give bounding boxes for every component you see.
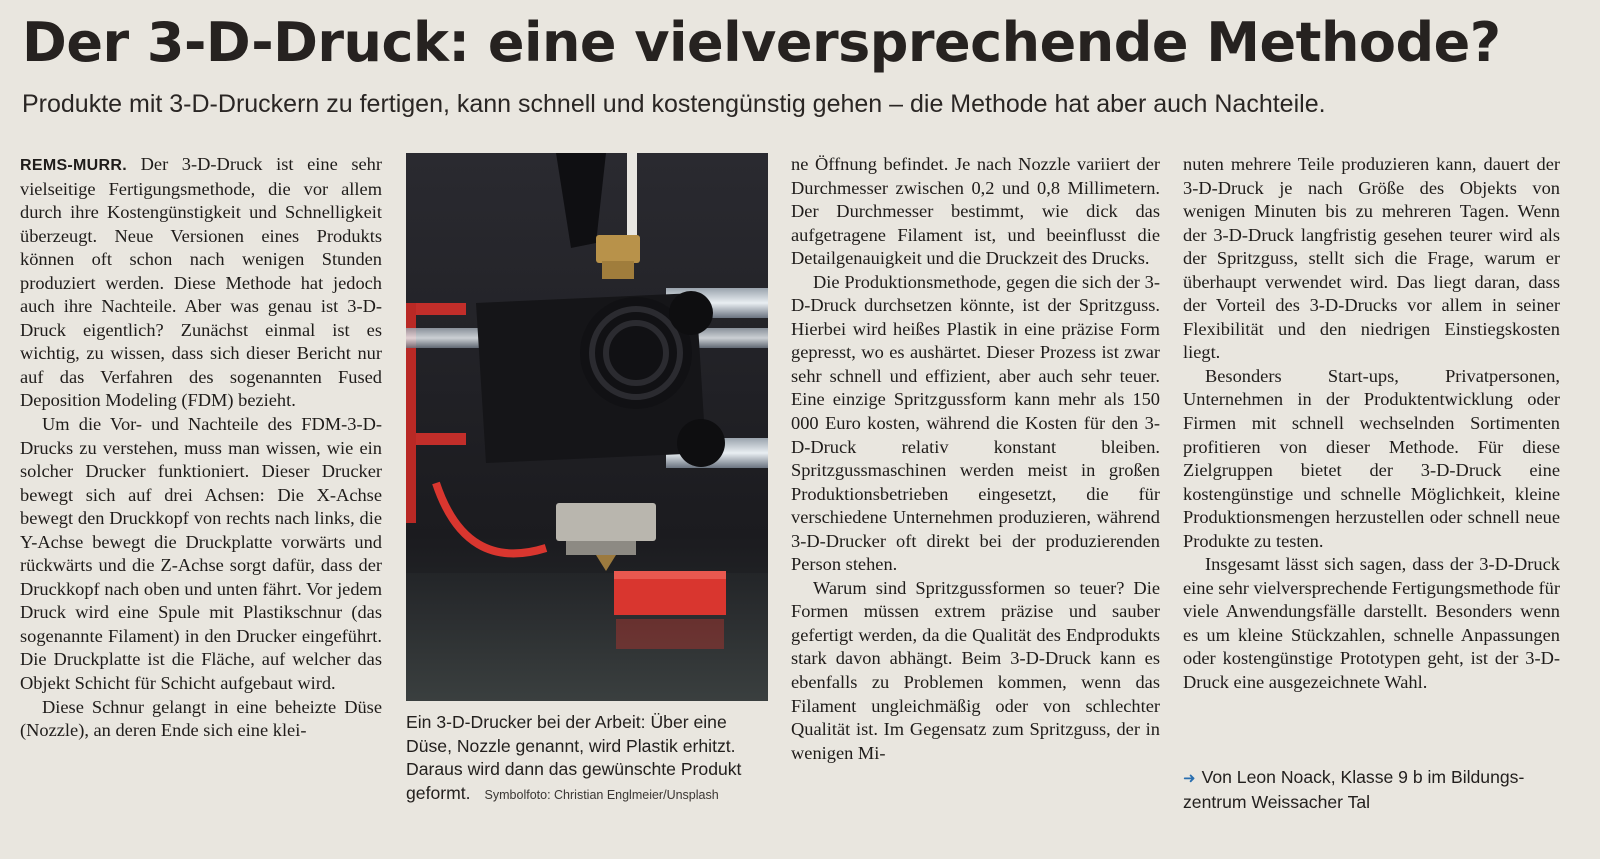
paragraph: Insgesamt lässt sich sagen, dass der 3-D-Druck eine sehr vielversprechende Fertigungsmethode für viele Anwendungsfälle darstellt. Besonders wenn es um kleine Stückzahlen, schnelle Anpassungen oder kostengünstige Prototypen geht, ist der 3-D-Druck eine ausgezeichnete Wahl. [1183,554,1560,693]
photo-caption [406,711,768,807]
paragraph-text: Der 3-D-Druck ist eine sehr vielseitige Fertigungsmethode, die vor allem durch ihre Kostengünstigkeit und Schnelligkeit überzeugt. Neue Versionen eines Produkts können oft schon nach wenigen Stunden produziert werden. Diese Methode hat jedoch auch ihre Nachteile. Aber was genau ist 3-D-Druck eigentlich? Zunächst einmal ist es wichtig, zu wissen, dass sich dieser Bericht nur auf das Verfahren des sogenannten Fused Deposition Modeling (FDM) bezieht. [20,154,382,411]
dateline: REMS-MURR. [20,157,127,174]
paragraph: Die Produktionsmethode, gegen die sich der 3-D-Druck durchsetzen könnte, ist der Spritzguss. Hierbei wird heißes Plastik in eine präzise Form gepresst, wo es aushärtet. Dieser Prozess ist zwar sehr schnell und effizient, aber auch sehr teuer. Eine einzige Spritzgussform kann mehr als 150 000 Euro kosten, während die Kosten für den 3-D-Druck relativ konstant bleiben. Spritzgussmaschinen werden meist in großen Produktionsbetrieben eingesetzt, die für verschiedene Unternehmen produzieren, während 3-D-Drucker oft direkt bei der produzierenden Person stehen. [791,271,1160,575]
author-byline [1183,766,1573,814]
author-line-1: Von Leon Noack, Klasse 9 b im Bildungs- [1201,767,1525,787]
caption-text: Ein 3-D-Drucker bei der Arbeit: Über eine Düse, Nozzle genannt, wird Plastik erhitzt. Daraus wird dann das gewünschte Produkt geformt. [406,712,742,803]
headline: Der 3-D-Druck: eine vielversprechende Methode? [22,11,1501,74]
subheadline: Produkte mit 3-D-Druckern zu fertigen, kann schnell und kostengünstig gehen – die Methode hat aber auch Nachteile. [22,90,1326,118]
paragraph: nuten mehrere Teile produzieren kann, dauert der 3-D-Druck je nach Größe des Objekts von wenigen Minuten bis zu mehreren Tagen. Wenn der 3-D-Druck langfristig gesehen teurer wird als der Spritzguss, stellt sich die Frage, warum er überhaupt verwendet wird. Das liegt daran, dass der Vorteil des 3-D-Drucks vor allem in seiner Flexibilität und den niedrigen Einstiegskosten liegt. [1183,154,1560,363]
arrow-right-icon: ➜ [1183,770,1196,787]
article-column-1 [20,153,382,743]
paragraph [20,153,382,413]
printer-photo [406,153,768,701]
paragraph: Warum sind Spritzgussformen so teuer? Die Formen müssen extrem präzise und sauber gefertigt werden, da die Qualität des Endprodukts stark davon abhängt. Beim 3-D-Druck kann es ebenfalls zu Problemen kommen, wenn das Filament ungleichmäßig oder von schlechter Qualität ist. Im Gegensatz zum Spritzguss, der in wenigen Mi- [791,577,1160,763]
article-column-4 [1183,153,1560,695]
paragraph: Diese Schnur gelangt in eine beheizte Düse (Nozzle), an deren Ende sich eine klei- [20,696,382,741]
photo-credit: Symbolfoto: Christian Englmeier/Unsplash [484,787,719,802]
paragraph: ne Öffnung befindet. Je nach Nozzle variiert der Durchmesser zwischen 0,2 und 0,8 Millimetern. Der Durchmesser bestimmt, wie dick das aufgetragene Filament ist, und beeinflusst die Detailgenauigkeit und die Druckzeit des Drucks. [791,154,1160,269]
3d-printer-image [406,153,768,701]
article-column-3 [791,153,1160,765]
author-line-2: zentrum Weissacher Tal [1183,791,1371,812]
paragraph: Besonders Start-ups, Privatpersonen, Unternehmen in der Produktentwicklung oder Firmen mit schnell wechselnden Sortimenten profitieren von dieser Methode. Für diese Zielgruppen bietet der 3-D-Druck eine kostengünstige und schnelle Möglichkeit, kleine Produktionsmengen herzustellen oder schnell neue Produkte zu testen. [1183,365,1560,551]
paragraph: Um die Vor- und Nachteile des FDM-3-D-Drucks zu verstehen, muss man wissen, wie ein solcher Drucker funktioniert. Dieser Drucker bewegt sich auf drei Achsen: Die X-Achse bewegt den Druckkopf von rechts nach links, die Y-Achse bewegt die Druckplatte vorwärts und rückwärts und die Z-Achse sorgt dafür, dass der Druckkopf nach oben und unten fährt. Vor jedem Druck wird eine Spule mit Plastikschnur (das sogenannte Filament) in den Drucker eingeführt. Die Druckplatte ist die Fläche, auf welcher das Objekt Schicht für Schicht aufgebaut wird. [20,414,382,694]
